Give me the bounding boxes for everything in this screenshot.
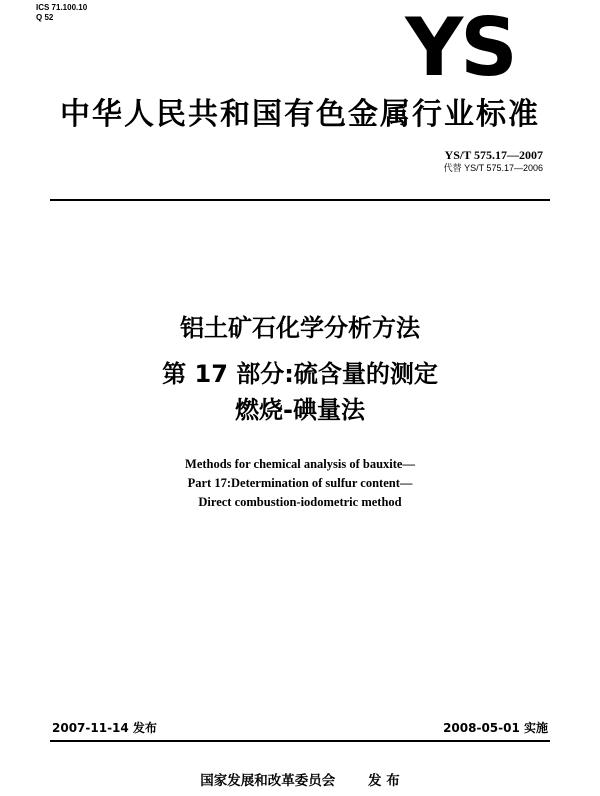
ccs-code: Q 52 xyxy=(36,13,54,22)
title-en-line-1: Methods for chemical analysis of bauxite— xyxy=(185,457,415,471)
header-rule xyxy=(50,199,550,201)
issuing-authority xyxy=(0,773,600,789)
implementation-date: 2008-05-01 实施 xyxy=(443,721,548,735)
title-zh-line-1: 铝土矿石化学分析方法 xyxy=(180,314,420,342)
title-en-line-3: Direct combustion-iodometric method xyxy=(198,495,402,509)
issuer-name: 国家发展和改革委员会 xyxy=(200,773,336,789)
organization-title: 中华人民共和国有色金属行业标准 xyxy=(60,97,540,132)
supersedes-note: 代替 YS/T 575.17—2006 xyxy=(443,163,543,173)
ics-code: ICS 71.100.10 xyxy=(36,3,88,12)
ys-logo: YS xyxy=(405,1,515,94)
issue-date: 2007-11-14 发布 xyxy=(52,721,157,735)
title-zh-line-2: 第 17 部分:硫含量的测定 xyxy=(162,360,438,388)
title-zh-line-3: 燃烧-碘量法 xyxy=(235,396,365,424)
title-en-line-2: Part 17:Determination of sulfur content— xyxy=(187,476,413,490)
footer-rule xyxy=(50,740,550,742)
issuer-action: 发 布 xyxy=(368,773,400,789)
standard-code: YS/T 575.17—2007 xyxy=(444,148,543,162)
